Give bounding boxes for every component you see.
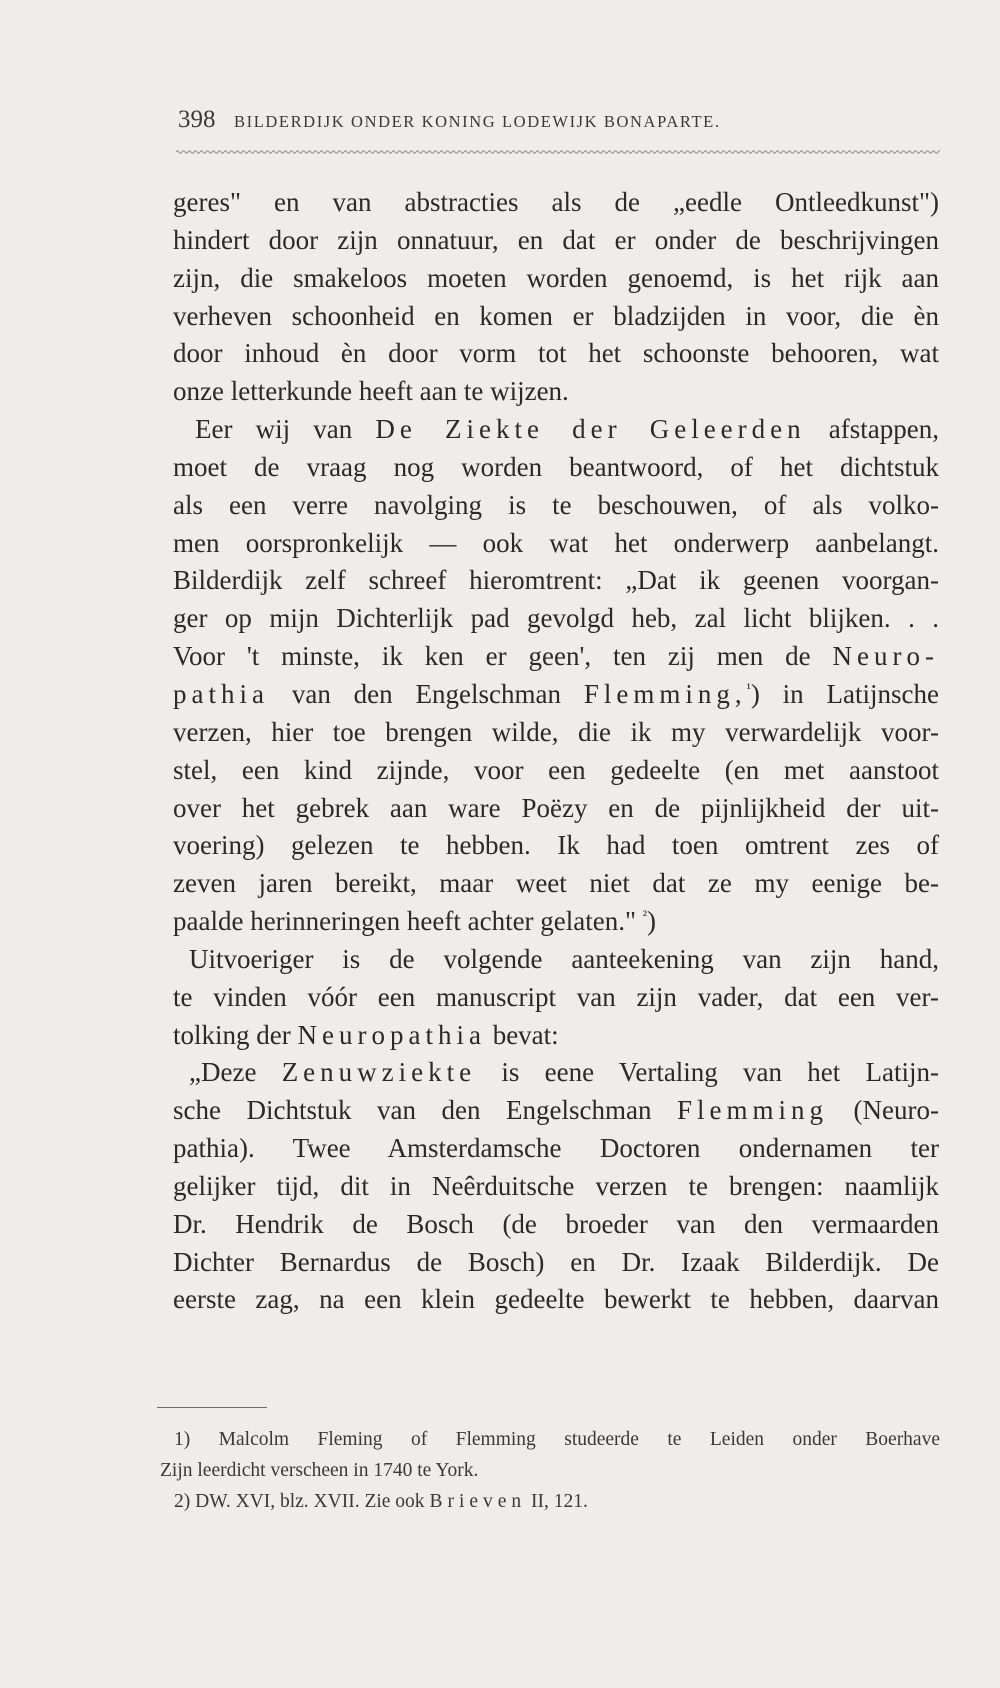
text-line	[173, 1054, 939, 1092]
text-run: tolking der	[173, 1019, 298, 1050]
text-line: men oorspronkelijk — ook wat het onderwerp aanbelangt.	[173, 527, 939, 558]
text-line: over het gebrek aan ware Poëzy en de pijnlijkheid der uit-	[173, 792, 939, 823]
spaced-title: De Ziekte der Geleerden	[375, 414, 806, 445]
body-text	[173, 184, 939, 1319]
text-run: van den Engelschman	[268, 678, 584, 709]
footnotes	[160, 1424, 940, 1517]
text-line: verheven schoonheid en komen er bladzijden in voor, die èn	[173, 300, 939, 331]
footnote-2	[160, 1486, 940, 1517]
text-line: moet de vraag nog worden beantwoord, of het dichtstuk	[173, 451, 939, 482]
spaced-title: Neuro-	[832, 641, 939, 672]
footnote-ref-2: ²	[642, 909, 647, 925]
text-run: Voor 't minste, ik ken er geen', ten zij men de	[173, 641, 833, 672]
footnote-ref-1: ¹	[746, 681, 751, 697]
text-run: ) in Latijnsche	[750, 678, 939, 709]
text-line	[173, 411, 939, 449]
text-line: eerste zag, na een klein gedeelte bewerkt te hebben, daarvan	[173, 1284, 939, 1315]
footnote-1: 1) Malcolm Fleming of Flemming studeerde te Leiden onder Boerhave	[174, 1429, 940, 1450]
text-run: sche Dichtstuk van den Engelschman	[173, 1095, 677, 1126]
text-run: (Neuro-	[828, 1095, 939, 1126]
text-line: voering) gelezen te hebben. Ik had toen omtrent zes of	[173, 830, 939, 861]
text-line: Uitvoeriger is de volgende aanteekening van zijn hand,	[189, 943, 939, 974]
text-line: stel, een kind zijnde, voor een gedeelte (en met aanstoot	[173, 754, 939, 785]
text-line	[173, 638, 939, 676]
text-line	[173, 676, 939, 714]
text-line: geres" en van abstracties als de „eedle Ontleedkunst")	[173, 187, 939, 217]
text-line: te vinden vóór een manuscript van zijn vader, dat een ver-	[173, 981, 939, 1012]
footnote-1-continuation: Zijn leerdicht verscheen in 1740 te York.	[160, 1460, 479, 1481]
text-run: 2) DW. XVI, blz. XVII. Zie ook	[174, 1491, 430, 1512]
text-line: hindert door zijn onnatuur, en dat er onder de beschrijvingen	[173, 224, 939, 255]
text-run: bevat:	[485, 1019, 559, 1050]
text-line	[173, 903, 939, 941]
text-line: Dichter Bernardus de Bosch) en Dr. Izaak Bilderdijk. De	[173, 1246, 939, 1277]
text-line: gelijker tijd, dit in Neêrduitsche verzen te brengen: naamlijk	[173, 1170, 939, 1201]
text-run: Eer wij van	[195, 414, 376, 445]
page-number: 398	[178, 106, 216, 133]
running-title: BILDERDIJK ONDER KONING LODEWIJK BONAPARTE.	[234, 112, 721, 131]
text-line: als een verre navolging is te beschouwen, of als volko-	[173, 489, 939, 520]
spaced-title: pathia	[173, 678, 269, 709]
spaced-title: Brieven	[429, 1491, 527, 1512]
text-line: zijn, die smakeloos moeten worden genoemd, is het rijk aan	[173, 262, 939, 293]
spaced-name: Flemming,	[583, 678, 747, 709]
spaced-name: Flemming	[676, 1095, 828, 1126]
text-line: verzen, hier toe brengen wilde, die ik my verwardelijk voor-	[173, 716, 939, 747]
running-header	[178, 106, 938, 134]
footnote-separator	[157, 1407, 267, 1408]
text-line: onze letterkunde heeft aan te wijzen.	[173, 376, 569, 407]
text-run: afstappen,	[805, 414, 939, 445]
text-run: )	[646, 906, 656, 937]
text-line	[173, 1017, 939, 1055]
text-run: II, 121.	[526, 1491, 588, 1512]
text-line: Dr. Hendrik de Bosch (de broeder van den vermaarden	[173, 1208, 939, 1239]
text-line: Bilderdijk zelf schreef hieromtrent: „Dat ik geenen voorgan-	[173, 565, 939, 596]
text-line: ger op mijn Dichterlijk pad gevolgd heb, zal licht blijken. . .	[173, 603, 939, 634]
spaced-title: Zenuwziekte	[281, 1057, 477, 1088]
text-line: pathia). Twee Amsterdamsche Doctoren ondernamen ter	[173, 1133, 939, 1164]
spaced-title: Neuropathia	[297, 1019, 486, 1050]
text-line: door inhoud èn door vorm tot het schoonste behooren, wat	[173, 338, 939, 369]
text-line	[173, 1092, 939, 1130]
text-run: is eene Vertaling van het Latijn-	[476, 1057, 939, 1088]
header-wavy-rule	[176, 148, 940, 156]
text-line: zeven jaren bereikt, maar weet niet dat ze my eenige be-	[173, 868, 939, 899]
text-run: paalde herinneringen heeft achter gelaten."	[173, 906, 643, 937]
text-run: „Deze	[189, 1057, 282, 1088]
